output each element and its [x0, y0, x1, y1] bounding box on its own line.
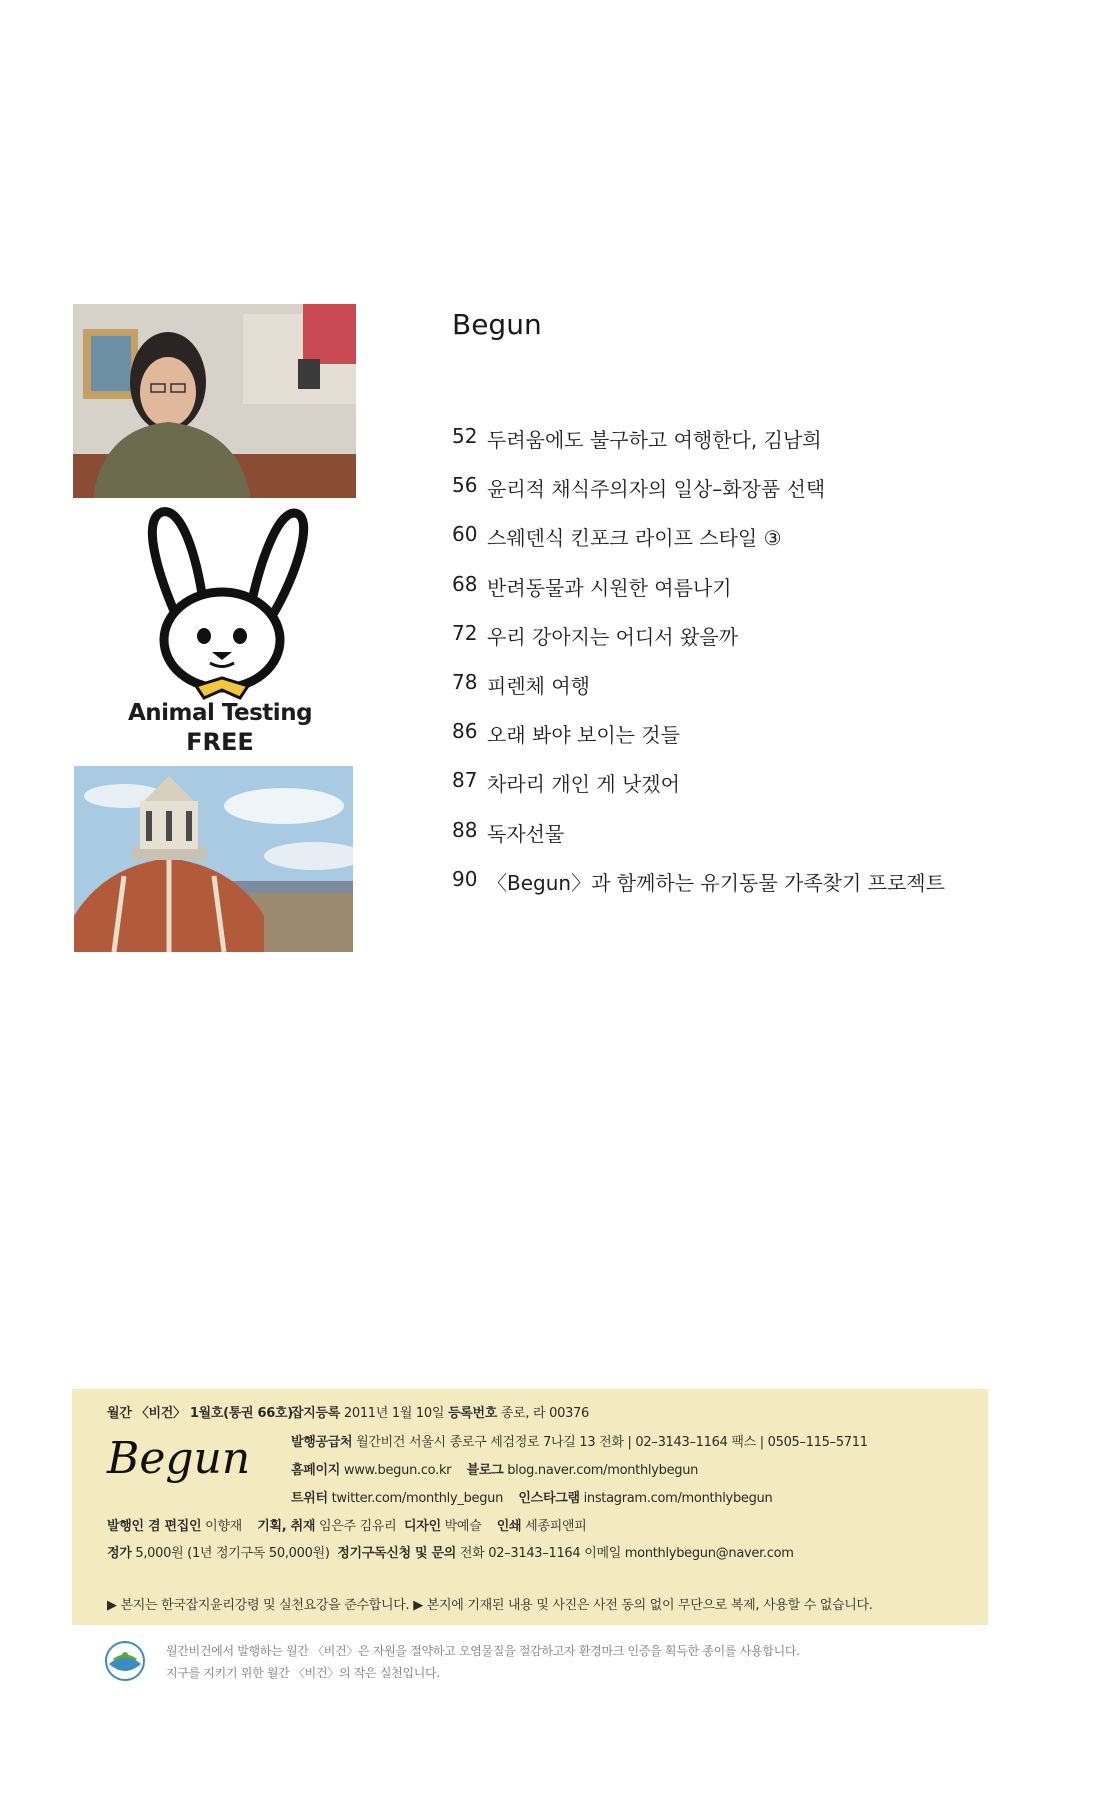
toc-page: 88	[452, 817, 478, 842]
toc-title-text: 우리 강아지는 어디서 왔을까	[487, 624, 738, 649]
price-label: 정가	[107, 1546, 132, 1561]
planning-value: 임은주 김유리	[318, 1519, 397, 1534]
reg-label: 잡지등록	[291, 1406, 341, 1421]
toc-item[interactable]	[452, 768, 945, 817]
toc-page: 52	[452, 424, 478, 448]
homepage-link[interactable]: www.begun.co.kr	[343, 1463, 452, 1478]
staff-info	[107, 1515, 586, 1534]
toc-item[interactable]	[452, 424, 945, 473]
regno-value: 종로, 라 00376	[500, 1406, 590, 1421]
editor-value: 이향재	[205, 1519, 242, 1534]
design-value: 박예슬	[444, 1519, 482, 1534]
toc-item[interactable]	[452, 867, 945, 916]
registration-info	[291, 1402, 589, 1421]
toc-title-text: 차라리 개인 게 낫겠어	[487, 772, 680, 797]
logo-line-1: Animal Testing	[127, 700, 313, 726]
eco-text-line-2: 지구를 지키기 위한 월간 〈비건〉의 작은 실천입니다.	[166, 1666, 440, 1680]
blog-label: 블로그	[466, 1463, 504, 1478]
portrait-photo	[73, 304, 356, 498]
homepage-label: 홈페이지	[291, 1463, 341, 1478]
toc-title-text: 스웨덴식 킨포크 라이프 스타일 ③	[487, 526, 782, 551]
eco-label-icon	[104, 1640, 146, 1682]
toc-title-text: 두려움에도 불구하고 여행한다, 김남희	[487, 428, 822, 452]
design-label: 디자인	[404, 1519, 441, 1534]
toc-list	[452, 424, 945, 916]
toc-page: 68	[452, 571, 478, 596]
eco-text-line-1: 월간비건에서 발행하는 월간 〈비건〉은 자원을 절약하고 오염물질을 절감하고자 환경마크 인증을 획득한 종이를 사용합니다.	[166, 1644, 800, 1658]
toc-item[interactable]	[452, 818, 945, 867]
toc-item[interactable]	[452, 473, 945, 522]
toc-item[interactable]	[452, 621, 945, 670]
social-info	[291, 1487, 772, 1506]
toc-title-text: 반려동물과 시원한 여름나기	[487, 575, 732, 600]
toc-page: 90	[452, 866, 478, 891]
toc-title-text: 독자선물	[487, 821, 565, 846]
publisher-label: 발행공급처	[291, 1435, 353, 1450]
toc-item[interactable]	[452, 572, 945, 621]
subscribe-value: 전화 02–3143–1164 이메일 monthlybegun@naver.com	[459, 1546, 794, 1561]
price-value: 5,000원 (1년 정기구독 50,000원)	[135, 1546, 330, 1561]
reg-date: 2011년 1월 10일	[343, 1406, 445, 1421]
issue-info	[107, 1402, 293, 1421]
instagram-label: 인스타그램	[518, 1491, 580, 1506]
blog-link[interactable]: blog.naver.com/monthlybegun	[507, 1463, 699, 1478]
toc-item[interactable]	[452, 522, 945, 571]
colophon-box	[72, 1389, 988, 1625]
publisher-info	[291, 1431, 868, 1450]
toc-page: 56	[452, 473, 478, 498]
animal-testing-free-logo	[100, 500, 340, 760]
print-value: 세종피앤피	[525, 1519, 587, 1534]
twitter-label: 트위터	[291, 1491, 328, 1506]
copyright-notice: ▶ 본지는 한국잡지윤리강령 및 실천요강을 준수합니다. ▶ 본지에 기재된 내용 및 사진은 사전 동의 없이 무단으로 복제, 사용할 수 없습니다.	[107, 1598, 873, 1613]
issue-label: 월간 〈비건〉 1월호(통권 66호)	[107, 1406, 293, 1421]
toc-title: Begun	[452, 308, 542, 341]
editor-label: 발행인 겸 편집인	[107, 1519, 202, 1534]
toc-title-text: 〈Begun〉과 함께하는 유기동물 가족찾기 프로젝트	[487, 870, 945, 895]
toc-page: 78	[452, 669, 478, 694]
web-info	[291, 1459, 698, 1478]
instagram-link[interactable]: instagram.com/monthlybegun	[583, 1491, 773, 1506]
planning-label: 기획, 취재	[257, 1519, 316, 1534]
rabbit-icon	[100, 500, 340, 700]
regno-label: 등록번호	[447, 1406, 498, 1421]
toc-page: 87	[452, 768, 478, 793]
begun-logo-text: Begun	[107, 1433, 251, 1484]
toc-title-text: 윤리적 채식주의자의 일상–화장품 선택	[487, 477, 826, 502]
toc-item[interactable]	[452, 670, 945, 719]
toc-title-text: 오래 봐야 보이는 것들	[487, 723, 680, 748]
twitter-link[interactable]: twitter.com/monthly_begun	[331, 1491, 504, 1506]
price-info	[107, 1542, 794, 1561]
toc-item[interactable]	[452, 719, 945, 768]
print-label: 인쇄	[496, 1519, 522, 1534]
publisher-value: 월간비건 서울시 종로구 세검정로 7나길 13 전화 | 02–3143–1164 팩스 | 0505–115–5711	[356, 1435, 868, 1450]
begun-logo	[105, 1429, 265, 1495]
toc-title-text: 피렌체 여행	[487, 673, 590, 698]
toc-page: 72	[452, 620, 478, 645]
logo-line-2: FREE	[186, 728, 254, 756]
toc-page: 86	[452, 719, 478, 744]
subscribe-label: 정기구독신청 및 문의	[337, 1546, 457, 1561]
toc-page: 60	[452, 522, 478, 547]
florence-dome-photo	[74, 766, 353, 952]
